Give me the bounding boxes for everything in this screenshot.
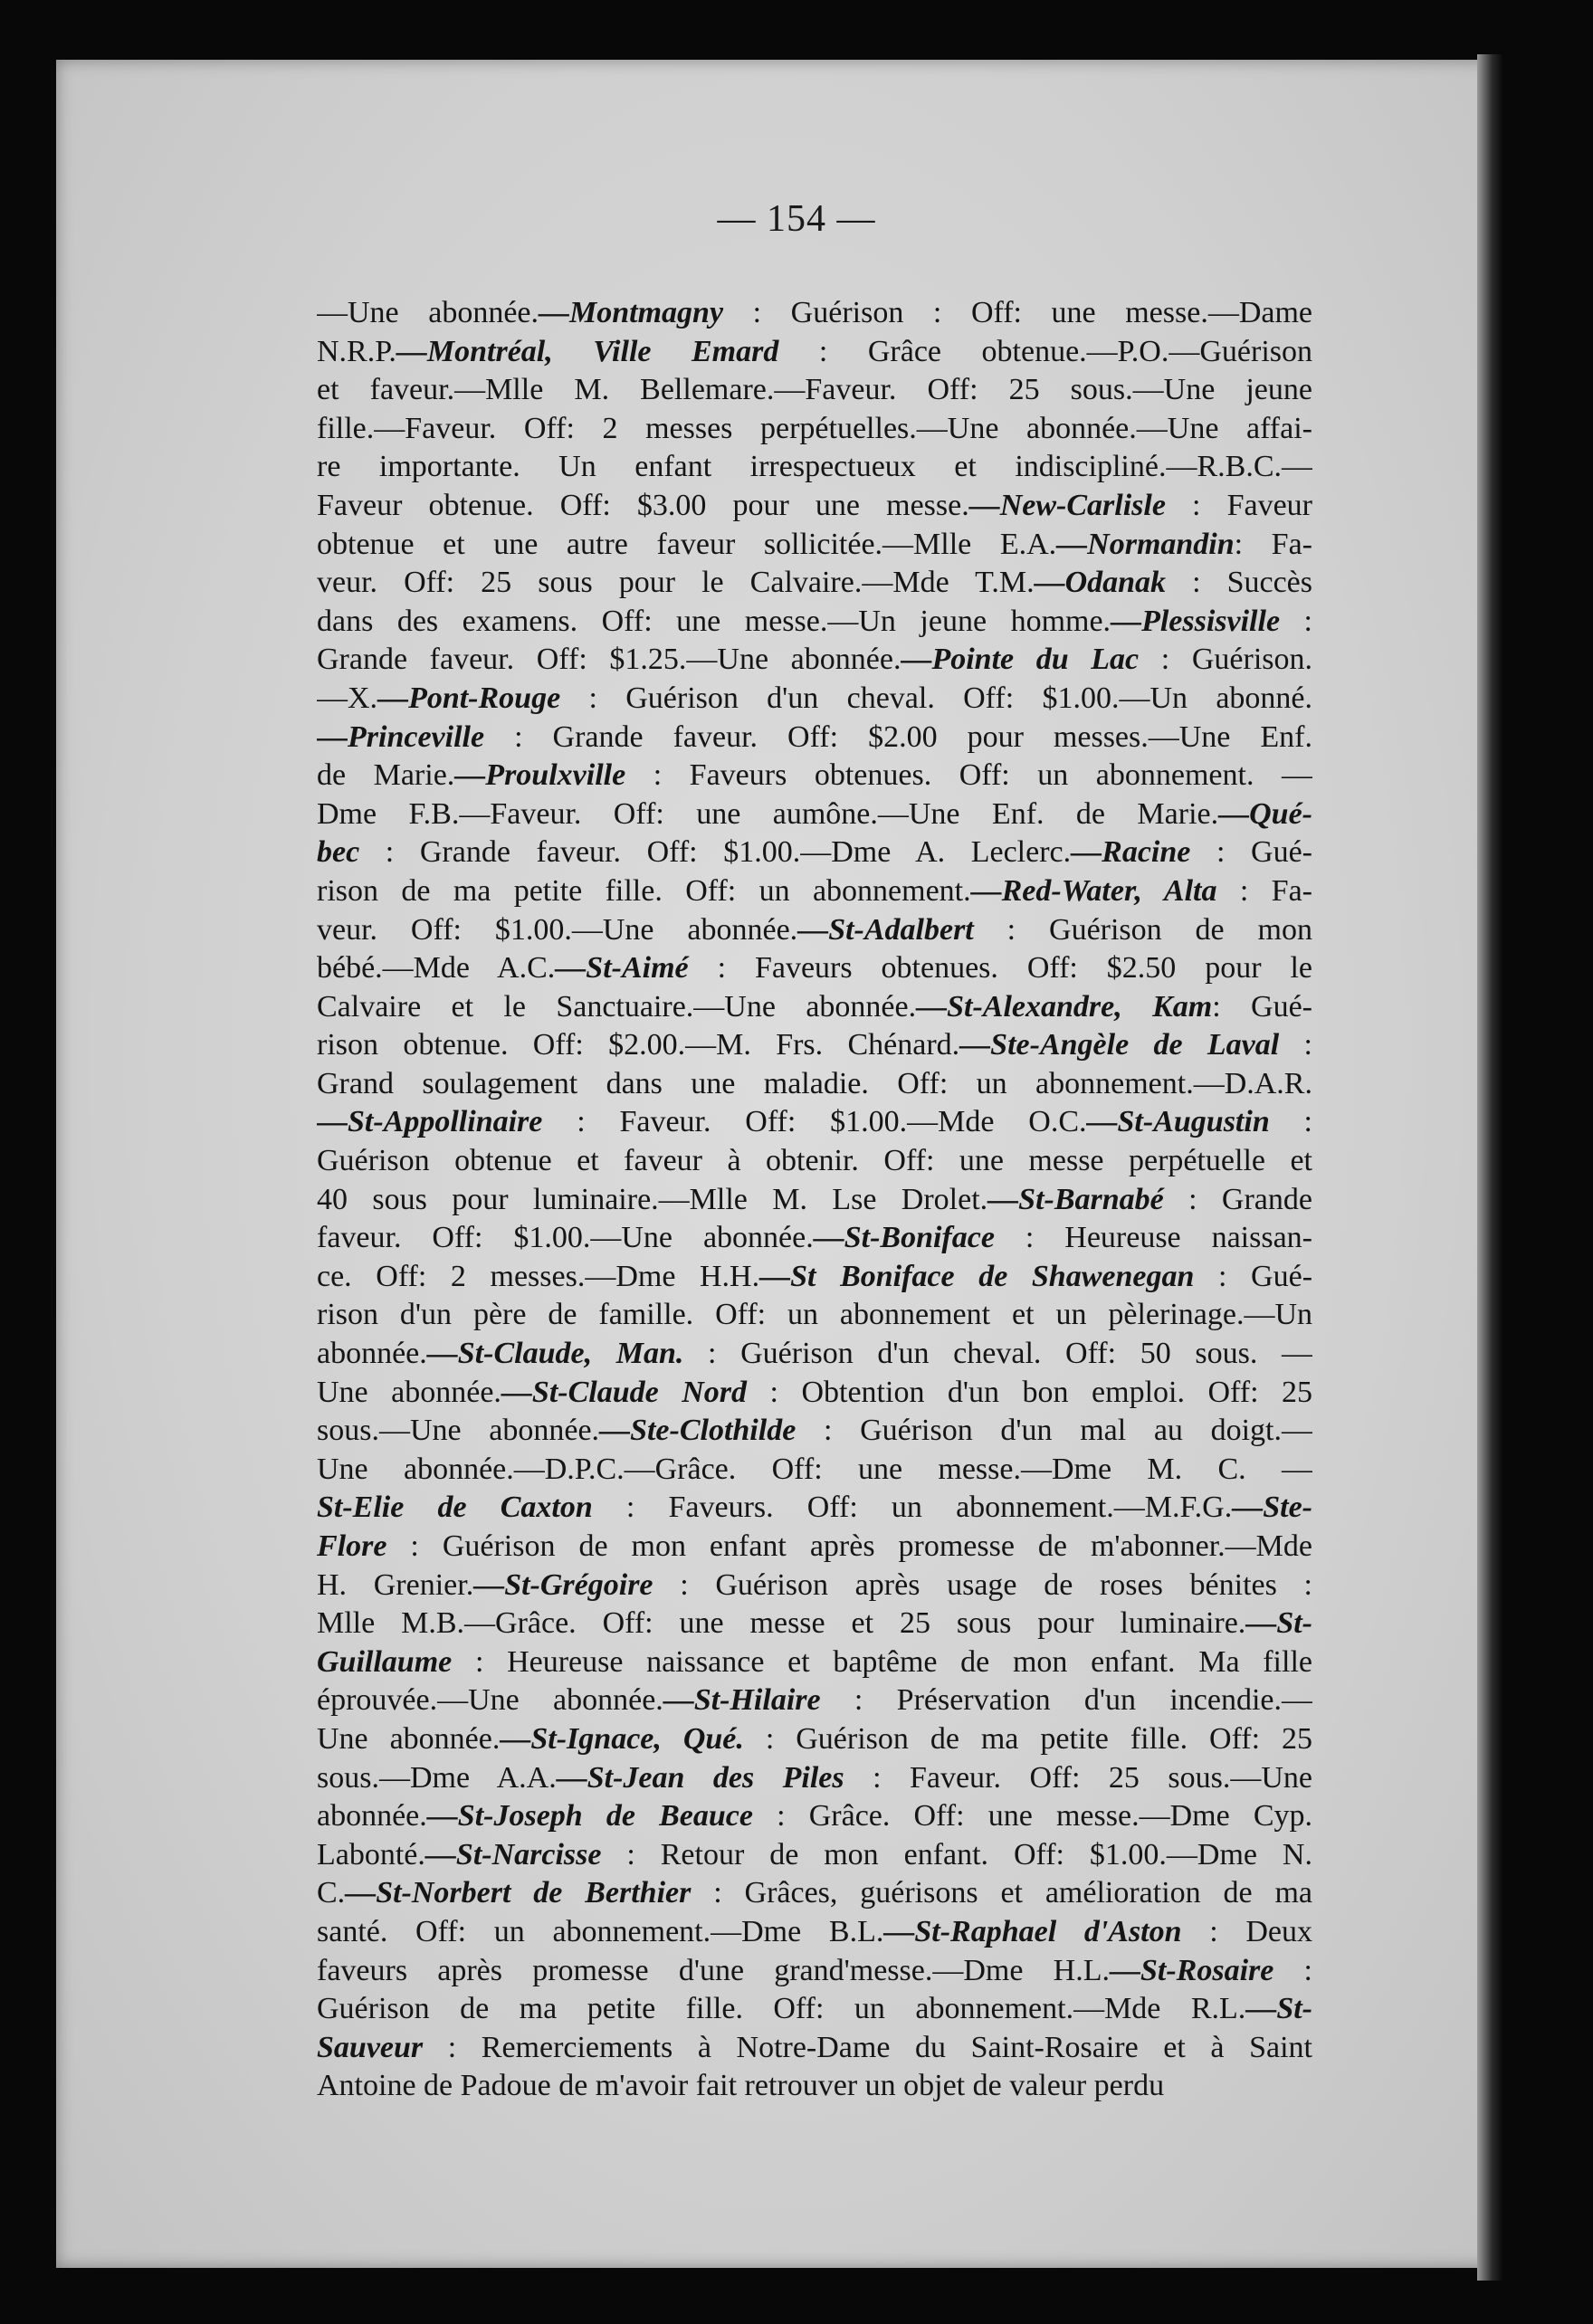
- text-segment: santé. Off: un abonnement.—Dme B.L.: [317, 1914, 884, 1948]
- text-segment: : Guérison : Off: une messe.—Dame: [723, 296, 1312, 329]
- place-name: —Ste-: [1232, 1491, 1312, 1525]
- text-line: [317, 1990, 1312, 2029]
- text-line: [317, 1219, 1312, 1258]
- text-segment: :: [1279, 1028, 1312, 1062]
- text-line: [317, 333, 1312, 372]
- text-segment: : Guérison de ma petite fille. Off: 25: [743, 1721, 1312, 1756]
- text-line: [317, 1874, 1312, 1913]
- text-segment: sous.—Dme A.A.: [317, 1760, 557, 1795]
- text-segment: : Grande: [1163, 1182, 1312, 1216]
- text-segment: Grand soulagement dans une maladie. Off: un abonnement.—D.A.R.: [317, 1066, 1312, 1100]
- text-segment: sous.—Une abonnée.: [317, 1414, 600, 1448]
- text-segment: : Guérison.: [1139, 643, 1312, 677]
- place-name: —St-Claude Nord: [501, 1375, 748, 1409]
- text-segment: 40 sous pour luminaire.—Mlle M. Lse Drolet.: [317, 1182, 988, 1216]
- text-segment: faveur. Off: $1.00.—Une abonnée.: [317, 1221, 814, 1255]
- text-segment: re importante. Un enfant irrespectueux et indiscipliné.—R.B.C.—: [317, 450, 1312, 484]
- text-segment: Grande faveur. Off: $1.25.—Une abonnée.: [317, 643, 901, 677]
- text-segment: : Obtention d'un bon emploi. Off: 25: [747, 1375, 1312, 1409]
- text-segment: : Fa-: [1234, 527, 1312, 561]
- text-line: [317, 1528, 1312, 1567]
- text-segment: et faveur.—Mlle M. Bellemare.—Faveur. Off: 25 sous.—Une jeune: [317, 373, 1312, 407]
- text-segment: veur. Off: 25 sous pour le Calvaire.—Mde T.M.: [317, 566, 1035, 600]
- place-name: —St-Adalbert: [797, 912, 974, 947]
- text-segment: obtenue et une autre faveur sollicitée.—Mlle E.A.: [317, 527, 1057, 561]
- text-segment: : Faveurs obtenues. Off: un abonnement. —: [625, 758, 1312, 793]
- place-name: —St-Ignace, Qué.: [500, 1721, 744, 1756]
- text-segment: veur. Off: $1.00.—Une abonnée.: [317, 912, 798, 947]
- text-line: [317, 1489, 1312, 1528]
- text-line: [317, 526, 1312, 565]
- text-segment: : Succès: [1166, 566, 1312, 600]
- place-name: —St-Hilaire: [663, 1683, 821, 1718]
- text-segment: Mlle M.B.—Grâce. Off: une messe et 25 sous pour luminaire.: [317, 1606, 1246, 1641]
- text-line: [317, 833, 1312, 872]
- text-line: [317, 949, 1312, 988]
- text-line: [317, 1335, 1312, 1374]
- place-name: —Red-Water, Alta: [970, 873, 1217, 908]
- text-segment: : Guérison d'un cheval. Off: 50 sous. —: [683, 1337, 1312, 1371]
- place-name: —Plessisville: [1111, 604, 1281, 638]
- place-name: —St-Grégoire: [473, 1567, 653, 1602]
- place-name: Flore: [317, 1529, 387, 1563]
- place-name: —St-Alexandre, Kam: [916, 989, 1213, 1024]
- place-name: —St-Appollinaire: [317, 1105, 543, 1139]
- text-segment: dans des examens. Off: une messe.—Un jeune homme.: [317, 604, 1111, 638]
- text-segment: de Marie.: [317, 758, 455, 793]
- place-name: —St-Boniface: [813, 1221, 995, 1255]
- place-name: bec: [317, 835, 360, 870]
- text-segment: bébé.—Mde A.C.: [317, 951, 556, 986]
- text-segment: : Grâce. Off: une messe.—Dme Cyp.: [752, 1799, 1312, 1833]
- text-line: [317, 1797, 1312, 1836]
- text-segment: : Heureuse naissance et baptême de mon enfant. Ma fille: [452, 1644, 1312, 1679]
- place-name: Guillaume: [317, 1644, 453, 1679]
- place-name: —Racine: [1071, 835, 1191, 870]
- text-segment: abonnée.: [317, 1337, 427, 1371]
- text-line: [317, 371, 1312, 410]
- text-segment: : Heureuse naissan-: [994, 1221, 1312, 1255]
- text-line: [317, 294, 1312, 333]
- text-segment: : Guérison après usage de roses bénites :: [653, 1567, 1312, 1602]
- text-segment: : Gué-: [1190, 835, 1312, 870]
- text-segment: Une abonnée.—D.P.C.—Grâce. Off: une messe.—Dme M. C. —: [317, 1452, 1312, 1486]
- text-segment: Guérison obtenue et faveur à obtenir. Off: une messe perpétuelle et: [317, 1144, 1312, 1178]
- text-line: [317, 603, 1312, 642]
- text-line: [317, 795, 1312, 834]
- text-segment: : Grâces, guérisons et amélioration de ma: [691, 1876, 1312, 1910]
- text-line: [317, 1643, 1312, 1682]
- text-segment: : Faveurs. Off: un abonnement.—M.F.G.: [592, 1491, 1233, 1525]
- place-name: —St-Claude, Man.: [426, 1337, 684, 1371]
- text-line: [317, 1181, 1312, 1220]
- text-segment: : Guérison d'un mal au doigt.—: [796, 1414, 1312, 1448]
- text-line: [317, 988, 1312, 1027]
- text-segment: : Faveur. Off: $1.00.—Mde O.C.: [542, 1105, 1087, 1139]
- text-line: [317, 680, 1312, 719]
- text-segment: Calvaire et le Sanctuaire.—Une abonnée.: [317, 989, 917, 1024]
- text-segment: :: [1269, 1105, 1312, 1139]
- text-segment: : Guérison de mon: [973, 912, 1312, 947]
- text-line: [317, 872, 1312, 911]
- text-segment: : Retour de mon enfant. Off: $1.00.—Dme N.: [601, 1837, 1312, 1872]
- text-segment: éprouvée.—Une abonnée.: [317, 1683, 663, 1718]
- page-edge-shadow: [1477, 54, 1502, 2281]
- text-line: [317, 911, 1312, 950]
- text-line: [317, 1103, 1312, 1142]
- text-segment: Labonté.: [317, 1837, 425, 1872]
- text-line: [317, 1720, 1312, 1759]
- text-segment: Guérison de ma petite fille. Off: un abonnement.—Mde R.L.: [317, 1992, 1246, 2026]
- place-name: —Qué-: [1218, 796, 1312, 831]
- text-segment: C.: [317, 1876, 346, 1910]
- body-text: [317, 294, 1312, 2106]
- place-name: Sauveur: [317, 2030, 424, 2064]
- place-name: —St-Raphael d'Aston: [883, 1914, 1182, 1948]
- place-name: —St-Norbert de Berthier: [345, 1876, 692, 1910]
- text-segment: : Gué-: [1194, 1259, 1312, 1293]
- text-segment: : Fa-: [1216, 873, 1312, 908]
- text-segment: rison de ma petite fille. Off: un abonnement.: [317, 873, 971, 908]
- text-segment: : Deux: [1181, 1914, 1312, 1948]
- text-line: [317, 2067, 1312, 2106]
- text-line: [317, 1759, 1312, 1798]
- text-line: [317, 1296, 1312, 1335]
- text-segment: abonnée.: [317, 1799, 427, 1833]
- text-segment: Une abonnée.: [317, 1721, 501, 1756]
- place-name: —Princeville: [317, 719, 485, 754]
- text-segment: Antoine de Padoue de m'avoir fait retrouver un objet de valeur perdu: [317, 2069, 1165, 2103]
- place-name: —Odanak: [1034, 566, 1167, 600]
- text-line: [317, 487, 1312, 526]
- text-segment: :: [1273, 1953, 1312, 1987]
- text-line: [317, 1412, 1312, 1451]
- text-line: [317, 1258, 1312, 1297]
- text-segment: : Faveur: [1165, 488, 1312, 522]
- text-segment: : Préservation d'un incendie.—: [820, 1683, 1312, 1718]
- text-line: [317, 410, 1312, 449]
- text-segment: : Remerciements à Notre-Dame du Saint-Rosaire et à Saint: [423, 2030, 1312, 2064]
- text-line: [317, 641, 1312, 680]
- text-segment: H. Grenier.: [317, 1567, 474, 1602]
- place-name: —St-Barnabé: [987, 1182, 1164, 1216]
- text-segment: —X.: [317, 681, 378, 715]
- text-segment: rison d'un père de famille. Off: un abonnement et un pèlerinage.—Un: [317, 1298, 1312, 1332]
- place-name: —New-Carlisle: [968, 488, 1166, 522]
- place-name: —Montréal, Ville Emard: [396, 334, 779, 368]
- text-segment: : Faveurs obtenues. Off: $2.50 pour le: [688, 951, 1312, 986]
- text-line: [317, 564, 1312, 603]
- text-segment: Faveur obtenue. Off: $3.00 pour une messe.: [317, 488, 969, 522]
- text-line: [317, 1913, 1312, 1952]
- text-line: [317, 1681, 1312, 1720]
- place-name: —Pointe du Lac: [901, 643, 1140, 677]
- place-name: St-Elie de Caxton: [317, 1491, 593, 1525]
- place-name: —St Boniface de Shawenegan: [759, 1259, 1195, 1293]
- place-name: —St-Joseph de Beauce: [426, 1799, 753, 1833]
- text-segment: ce. Off: 2 messes.—Dme H.H.: [317, 1259, 760, 1293]
- place-name: —Proulxville: [454, 758, 626, 793]
- text-segment: : Grâce obtenue.—P.O.—Guérison: [778, 334, 1312, 368]
- place-name: —Ste-Clothilde: [599, 1414, 796, 1448]
- place-name: —St-Augustin: [1086, 1105, 1270, 1139]
- text-segment: N.R.P.: [317, 334, 396, 368]
- text-line: [317, 1836, 1312, 1875]
- text-segment: : Gué-: [1212, 989, 1312, 1024]
- text-line: [317, 1065, 1312, 1104]
- place-name: —Ste-Angèle de Laval: [959, 1028, 1280, 1062]
- text-segment: : Grande faveur. Off: $2.00 pour messes.—Une Enf.: [484, 719, 1312, 754]
- text-segment: : Grande faveur. Off: $1.00.—Dme A. Leclerc.: [359, 835, 1072, 870]
- place-name: —St-Narcisse: [424, 1837, 602, 1872]
- text-line: [317, 1605, 1312, 1643]
- text-segment: :: [1280, 604, 1312, 638]
- place-name: —St-Aimé: [555, 951, 689, 986]
- text-line: [317, 1374, 1312, 1413]
- text-line: [317, 757, 1312, 795]
- text-segment: fille.—Faveur. Off: 2 messes perpétuelles.—Une abonnée.—Une affai-: [317, 411, 1312, 445]
- text-line: [317, 1142, 1312, 1181]
- place-name: —St-: [1245, 1606, 1312, 1641]
- text-segment: Une abonnée.: [317, 1375, 501, 1409]
- text-segment: —Une abonnée.: [317, 296, 539, 329]
- place-name: —St-: [1245, 1992, 1312, 2026]
- text-segment: : Guérison d'un cheval. Off: $1.00.—Un abonné.: [560, 681, 1312, 715]
- text-segment: : Guérison de mon enfant après promesse de m'abonner.—Mde: [386, 1529, 1312, 1563]
- text-line: [317, 1451, 1312, 1490]
- text-line: [317, 1567, 1312, 1605]
- text-line: [317, 2029, 1312, 2068]
- place-name: —Normandin: [1056, 527, 1235, 561]
- place-name: —Montmagny: [539, 296, 724, 329]
- text-line: [317, 719, 1312, 757]
- text-line: [317, 1952, 1312, 1991]
- place-name: —St-Jean des Piles: [556, 1760, 844, 1795]
- place-name: —St-Rosaire: [1109, 1953, 1274, 1987]
- page-number: — 154 —: [717, 198, 876, 240]
- text-segment: rison obtenue. Off: $2.00.—M. Frs. Chénard.: [317, 1028, 960, 1062]
- text-line: [317, 448, 1312, 487]
- place-name: —Pont-Rouge: [377, 681, 561, 715]
- text-line: [317, 1026, 1312, 1065]
- text-segment: : Faveur. Off: 25 sous.—Une: [844, 1760, 1312, 1795]
- text-segment: faveurs après promesse d'une grand'messe.—Dme H.L.: [317, 1953, 1110, 1987]
- text-segment: Dme F.B.—Faveur. Off: une aumône.—Une Enf. de Marie.: [317, 796, 1219, 831]
